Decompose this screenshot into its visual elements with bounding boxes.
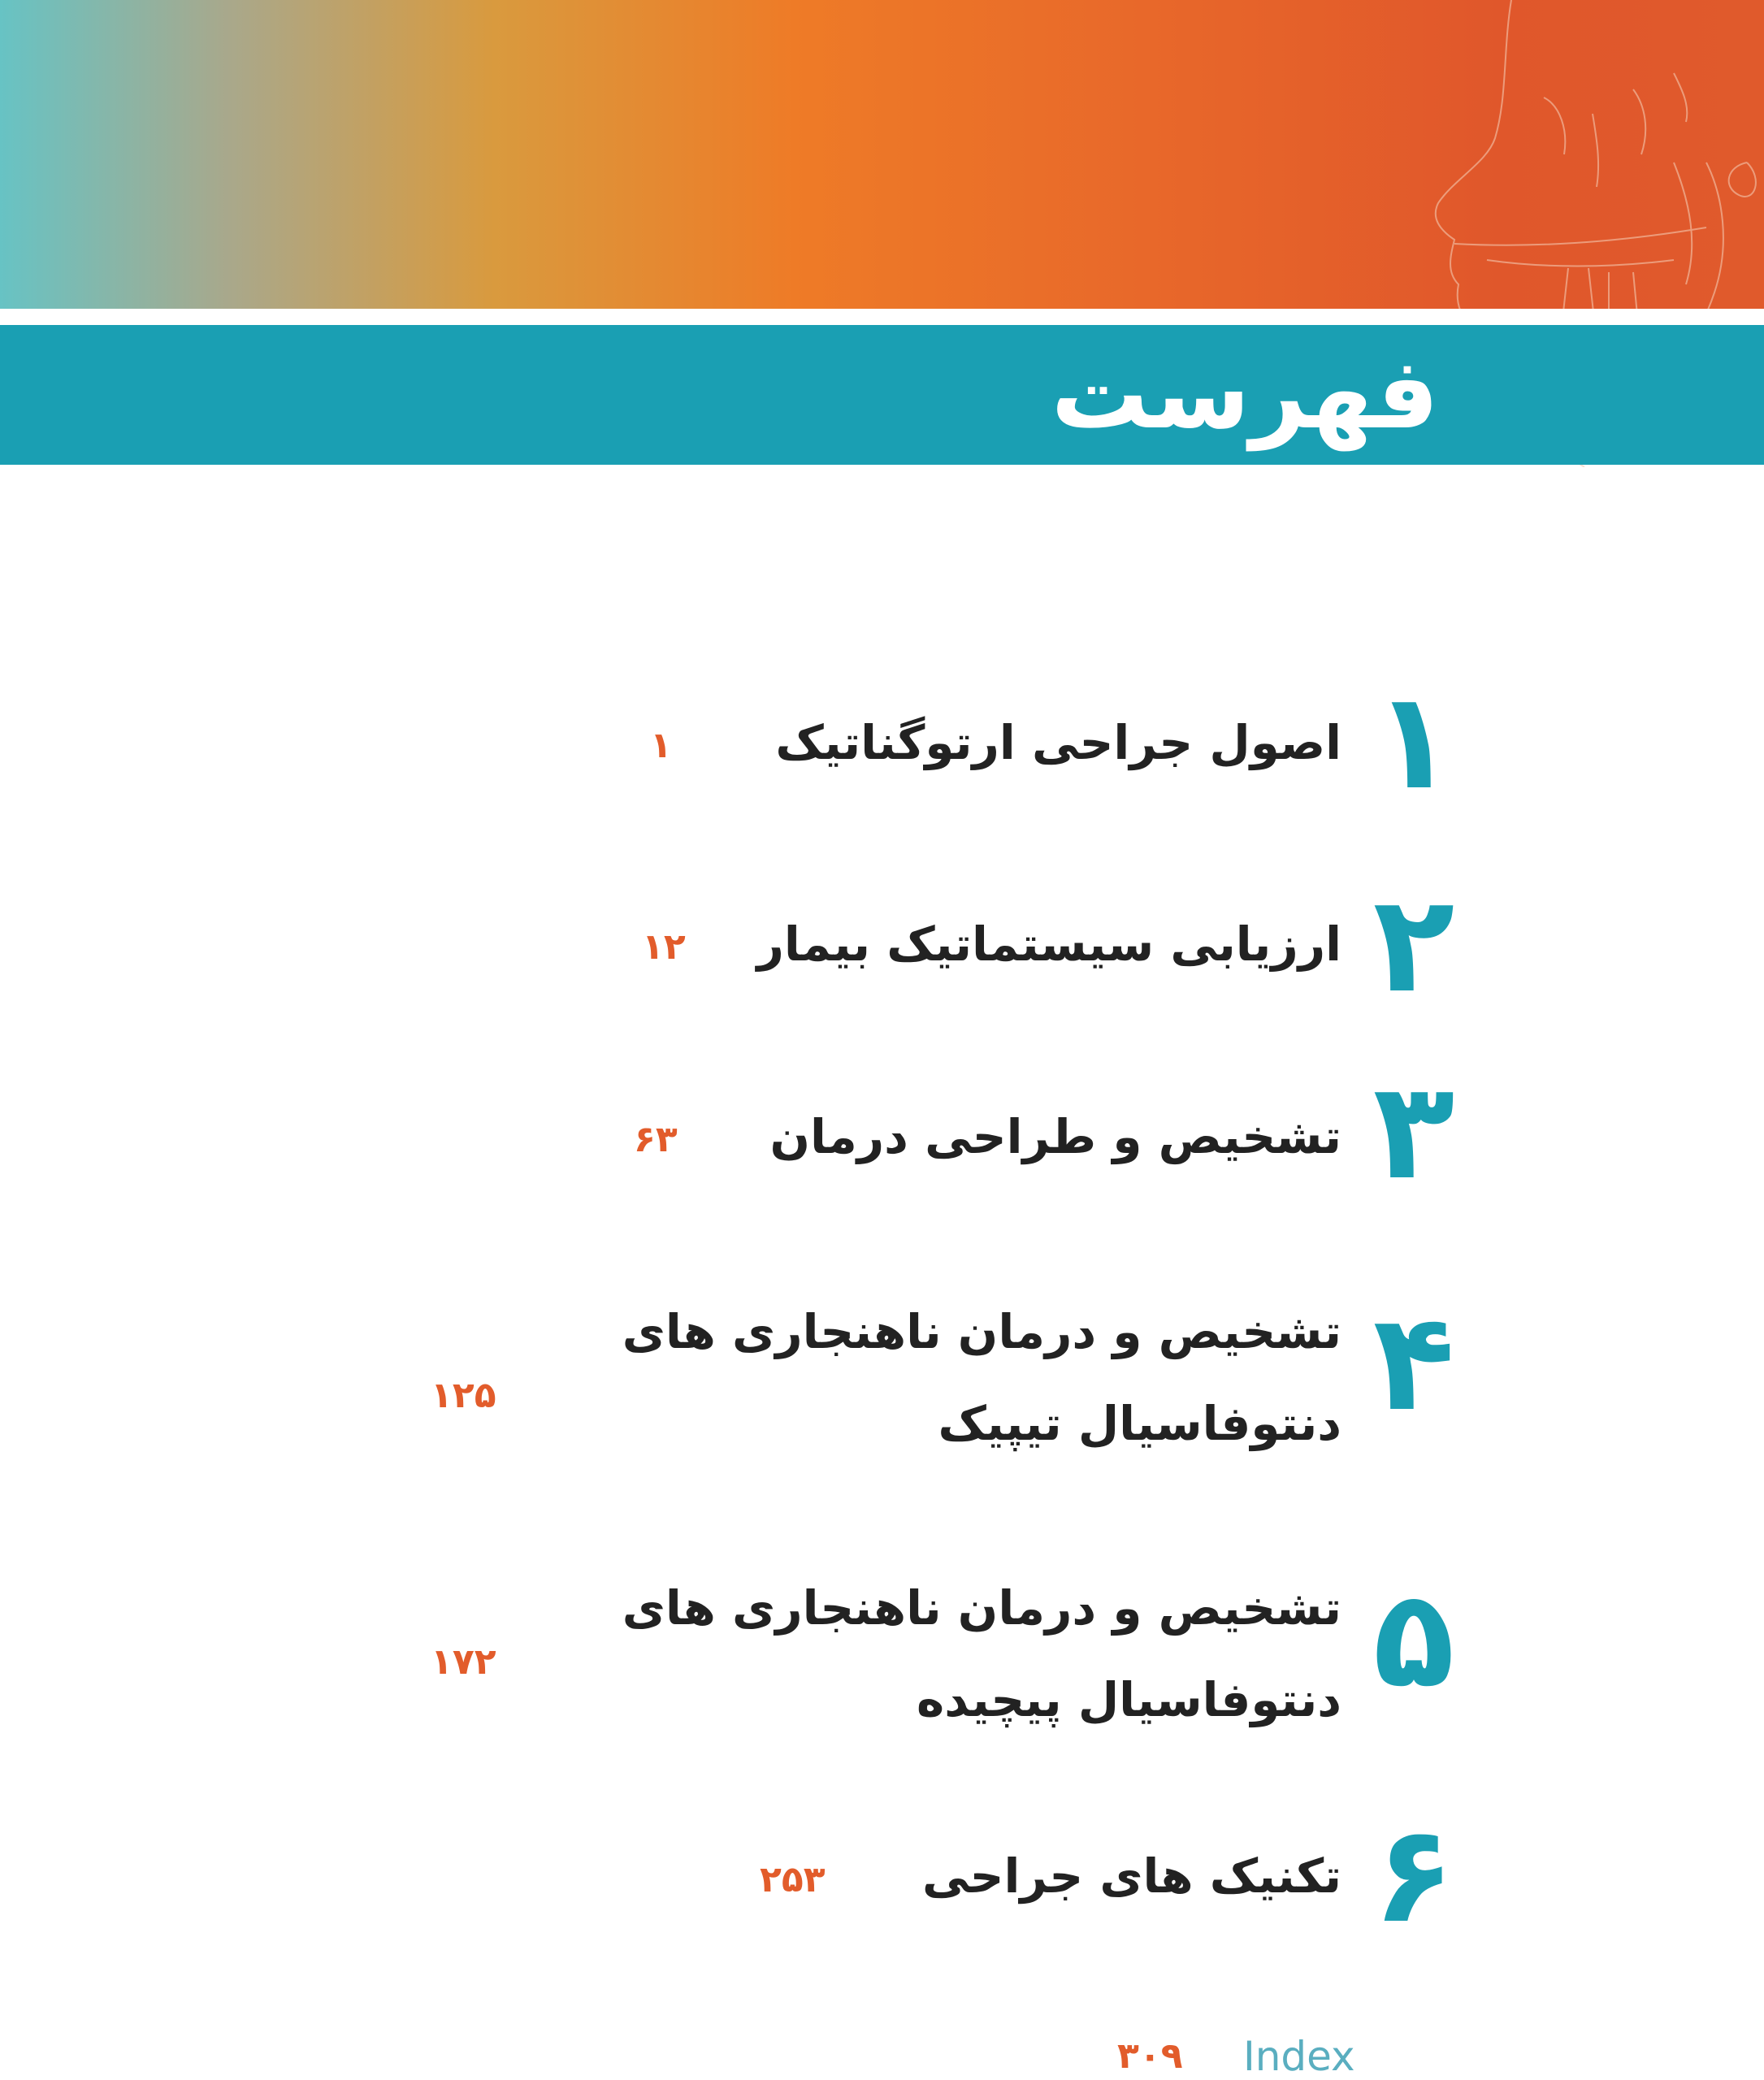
chapter-page[interactable]: ۶۳ <box>634 1119 678 1160</box>
white-divider <box>0 309 1764 325</box>
chapter-number: ۲ <box>1372 866 1455 1022</box>
page-title: فهرست <box>1051 338 1439 451</box>
chapter-title-line-1[interactable]: تشخیص و درمان ناهنجاری های <box>622 1304 1341 1359</box>
chapter-title-line-2[interactable]: دنتوفاسیال پیچیده <box>916 1672 1341 1727</box>
chapter-title[interactable]: ارزیابی سیستماتیک بیمار <box>756 916 1341 972</box>
chapter-page[interactable]: ۱۲ <box>642 926 686 968</box>
title-bar <box>0 325 1764 465</box>
chapter-number: ۵ <box>1372 1561 1455 1717</box>
index-label[interactable]: Index <box>1243 2033 1355 2080</box>
chapter-title-line-2[interactable]: دنتوفاسیال تیپیک <box>938 1396 1341 1451</box>
chapter-title-line-1[interactable]: تشخیص و درمان ناهنجاری های <box>622 1580 1341 1636</box>
chapter-number: ۶ <box>1372 1796 1455 1952</box>
index-page[interactable]: ۳۰۹ <box>1117 2035 1183 2077</box>
chapter-number: ۴ <box>1372 1285 1455 1441</box>
chapter-title[interactable]: اصول جراحی ارتوگناتیک <box>775 715 1341 770</box>
chapter-page[interactable]: ۱۲۵ <box>431 1375 496 1416</box>
chapter-title[interactable]: تکنیک های جراحی <box>921 1848 1341 1904</box>
chapter-page[interactable]: ۱ <box>650 725 672 766</box>
chapter-number: ۱ <box>1372 663 1455 819</box>
chapter-title[interactable]: تشخیص و طراحی درمان <box>769 1109 1341 1164</box>
chapter-page[interactable]: ۱۷۲ <box>431 1641 496 1683</box>
chapter-number: ۳ <box>1372 1053 1455 1209</box>
chapter-page[interactable]: ۲۵۳ <box>760 1859 826 1900</box>
